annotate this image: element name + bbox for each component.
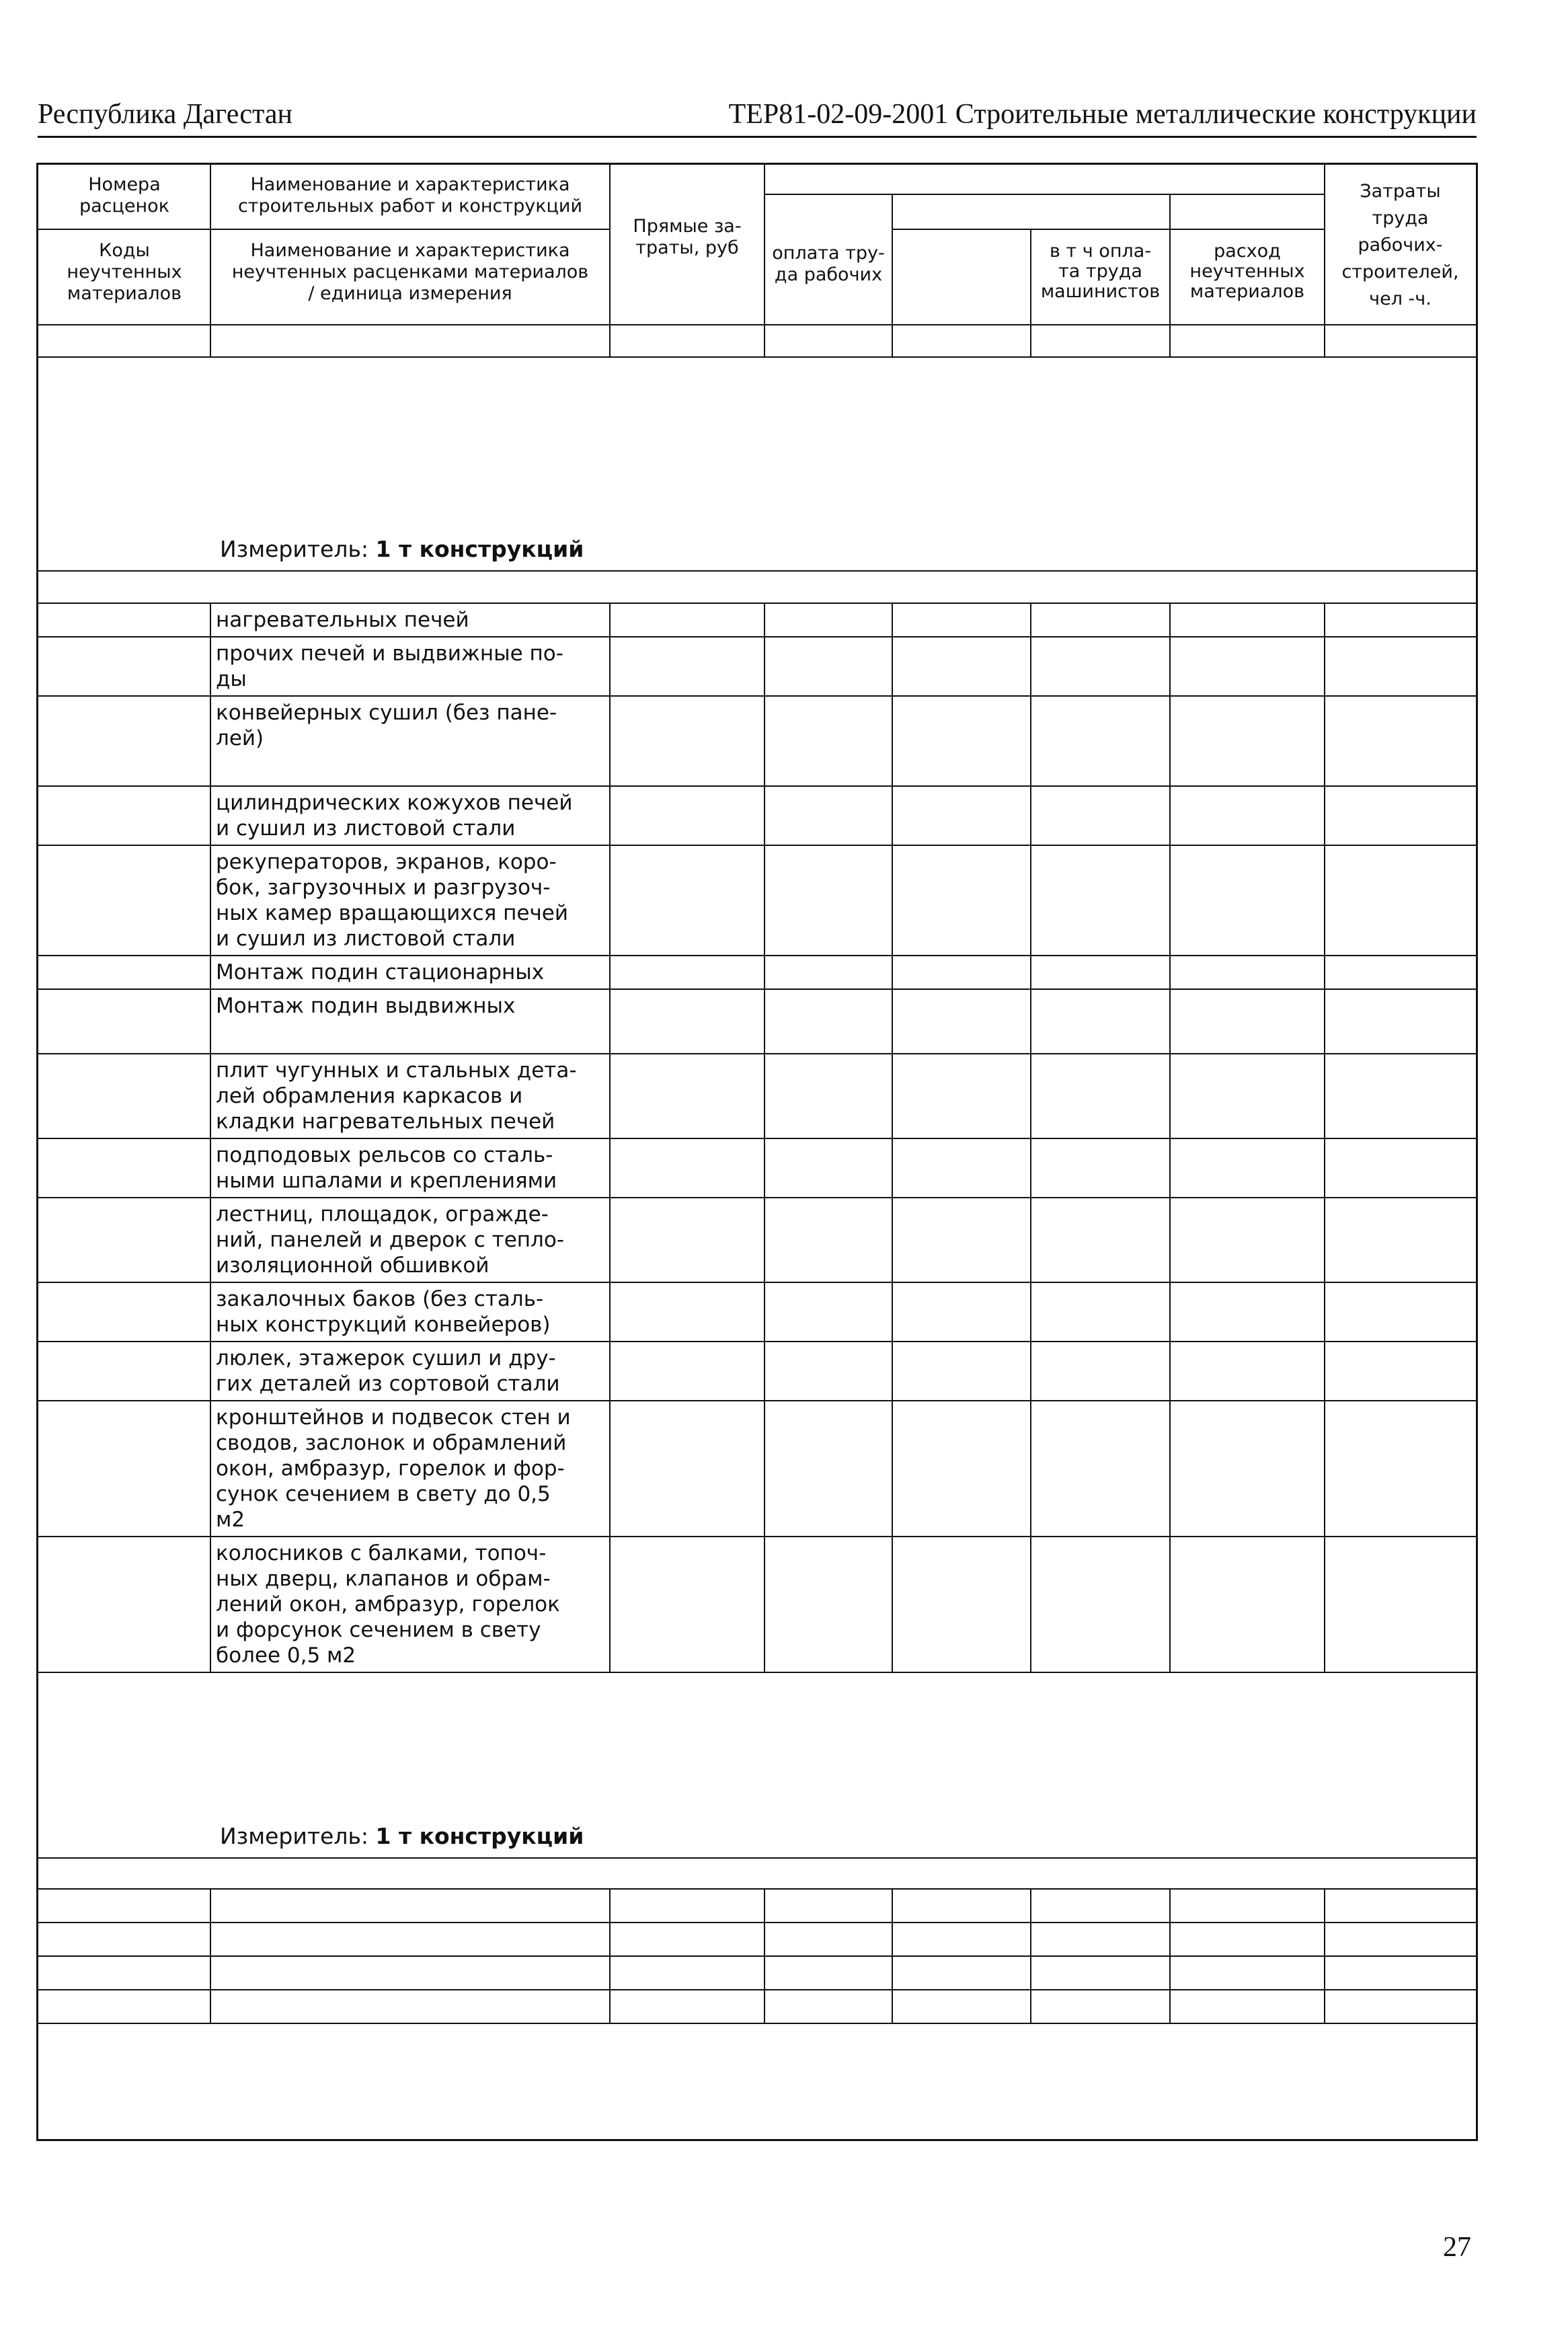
column-divider — [892, 603, 893, 1672]
region-name: Республика Дагестан — [38, 99, 293, 130]
col8-header-line: труда — [1372, 208, 1429, 229]
row-divider — [38, 1282, 1476, 1283]
work-description — [216, 1346, 606, 1397]
header-divider — [765, 194, 1325, 195]
work-description-line: рекуператоров, экранов, коро- — [216, 850, 557, 874]
work-description — [216, 607, 606, 633]
col1-header-top — [38, 174, 210, 217]
row-divider — [38, 1955, 1476, 1957]
row-divider — [38, 988, 1476, 990]
col7-header-line: неучтенных — [1189, 261, 1305, 282]
column-divider — [892, 1889, 893, 2023]
column-divider — [1030, 1889, 1031, 2023]
table-top-line — [38, 570, 1476, 572]
work-description-line: ных дверц, клапанов и обрам- — [216, 1567, 551, 1591]
work-description-line: кронштейнов и подвесок стен и — [216, 1405, 571, 1430]
work-description-line: ний, панелей и дверок с тепло- — [216, 1228, 565, 1252]
work-description-line: ных камер вращающихся печей — [216, 901, 569, 925]
work-description — [216, 1286, 606, 1337]
work-description-line: сводов, заслонок и обрамлений — [216, 1431, 567, 1455]
page-number: 27 — [1443, 2232, 1471, 2263]
col8-header — [1325, 178, 1476, 313]
col4-header-line: да рабочих — [774, 264, 883, 285]
row-divider — [38, 1536, 1476, 1537]
measure-label: Измеритель: — [220, 1823, 376, 1849]
work-description-line: изоляционной обшивкой — [216, 1253, 489, 1278]
col8-header-line: Затраты — [1360, 181, 1441, 202]
col8-header-line: рабочих- — [1358, 235, 1443, 256]
column-divider — [609, 1889, 611, 2023]
price-table — [36, 163, 1478, 2141]
work-description-line: лестниц, площадок, огражде- — [216, 1202, 549, 1227]
col2-header-bottom — [210, 240, 610, 305]
row-divider — [38, 1672, 1476, 1673]
work-description-line: Монтаж подин стационарных — [216, 960, 545, 984]
work-description — [216, 1058, 606, 1134]
header-divider — [210, 229, 610, 230]
col1-header-top-line: Номера — [88, 174, 161, 195]
col7-header-line: расход — [1214, 241, 1281, 262]
column-divider — [764, 1889, 765, 2023]
work-description-line: окон, амбразур, горелок и фор- — [216, 1457, 565, 1481]
col6-header — [1031, 241, 1170, 302]
measure-028 — [220, 1823, 584, 1849]
work-description — [216, 993, 606, 1019]
col3-header-line: Прямые за- — [633, 216, 742, 237]
work-description-line: прочих печей и выдвижные по- — [216, 642, 563, 666]
col3-header — [610, 216, 765, 259]
work-description-line: и сушил из листовой стали — [216, 927, 516, 951]
work-description — [216, 1541, 606, 1668]
col1-header-top-line: расценок — [79, 196, 169, 217]
col2-header-top-line: Наименование и характеристика — [250, 174, 570, 195]
col7-header-line: материалов — [1189, 281, 1305, 302]
row-divider — [38, 845, 1476, 846]
header-divider — [38, 229, 210, 230]
work-description — [216, 1202, 606, 1278]
col6-header-line: в т ч опла- — [1049, 241, 1152, 262]
row-divider — [38, 1888, 1476, 1890]
table-bottom-line — [38, 2023, 1476, 2024]
column-divider — [1169, 603, 1171, 1672]
col2-header-bottom-line: Наименование и характеристика — [250, 240, 570, 261]
row-divider — [38, 955, 1476, 956]
work-description-line: более 0,5 м2 — [216, 1643, 356, 1668]
row-divider — [38, 1341, 1476, 1342]
work-description — [216, 641, 606, 692]
col4-header — [765, 243, 892, 286]
work-description-line: ных конструкций конвейеров) — [216, 1313, 551, 1337]
column-divider — [1030, 603, 1031, 1672]
col7-header — [1170, 241, 1325, 302]
row-divider — [38, 1138, 1476, 1139]
col8-header-line: чел -ч. — [1369, 288, 1432, 309]
col2-header-top — [210, 174, 610, 217]
measure-label: Измеритель: — [220, 536, 376, 562]
row-divider — [38, 1989, 1476, 1990]
work-description-line: лей) — [216, 726, 264, 750]
col1-header-bottom-line: Коды — [99, 240, 150, 261]
work-description-line: нагревательных печей — [216, 608, 469, 632]
row-divider — [38, 636, 1476, 637]
col2-header-bottom-line: неучтенных расценками материалов — [231, 262, 589, 282]
work-description-line: подподовых рельсов со сталь- — [216, 1143, 553, 1167]
work-description-line: плит чугунных и стальных дета- — [216, 1058, 577, 1083]
measure-024 — [220, 536, 584, 562]
work-description-line: и сушил из листовой стали — [216, 816, 516, 841]
header-divider — [892, 229, 1325, 230]
work-description-line: Монтаж подин выдвижных — [216, 994, 516, 1018]
work-description-line: ными шпалами и креплениями — [216, 1169, 557, 1193]
work-description-line: гих деталей из сортовой стали — [216, 1372, 560, 1396]
col2-header-top-line: строительных работ и конструкций — [237, 196, 583, 217]
document-code: ТЕР81-02-09-2001 Строительные металлические конструкции — [728, 99, 1477, 130]
col6-header-line: машинистов — [1040, 281, 1161, 302]
row-divider — [38, 1400, 1476, 1401]
work-description-line: сунок сечением в свету до 0,5 — [216, 1482, 551, 1506]
work-description — [216, 1405, 606, 1532]
work-description-line: лей обрамления каркасов и — [216, 1084, 523, 1108]
column-divider — [210, 603, 211, 1672]
work-description-line: конвейерных сушил (без пане- — [216, 701, 557, 725]
work-description-line: м2 — [216, 1508, 245, 1532]
col6-header-line: та труда — [1058, 261, 1142, 282]
column-divider — [1324, 603, 1325, 1672]
page-header — [38, 97, 1477, 138]
work-description-line: закалочных баков (без сталь- — [216, 1287, 544, 1311]
work-description — [216, 700, 606, 751]
row-divider — [38, 695, 1476, 697]
work-description-line: цилиндрических кожухов печей — [216, 791, 573, 815]
work-description — [216, 1142, 606, 1194]
col3-header-line: траты, руб — [635, 237, 739, 258]
work-description — [216, 849, 606, 952]
col1-header-bottom-line: неучтенных — [67, 262, 182, 282]
row-divider — [38, 1922, 1476, 1923]
row-divider — [38, 785, 1476, 787]
work-description-line: и форсунок сечением в свету — [216, 1618, 541, 1642]
work-description-line: лений окон, амбразур, горелок — [216, 1592, 560, 1617]
work-description-line: кладки нагревательных печей — [216, 1110, 555, 1134]
measure-value: 1 т конструкций — [375, 1823, 584, 1849]
work-description — [216, 790, 606, 841]
header-divider — [38, 356, 1476, 358]
column-divider — [609, 603, 611, 1672]
measure-value: 1 т конструкций — [375, 536, 584, 562]
col4-header-line: оплата тру- — [772, 243, 885, 264]
work-description-line: ды — [216, 667, 247, 691]
header-divider — [38, 324, 1476, 325]
work-description-line: люлек, этажерок сушил и дру- — [216, 1346, 556, 1370]
row-divider — [38, 603, 1476, 604]
column-divider — [764, 603, 765, 1672]
row-divider — [38, 1053, 1476, 1054]
col1-header-bottom — [38, 240, 210, 305]
table-top-line — [38, 1857, 1476, 1859]
col1-header-bottom-line: материалов — [67, 283, 182, 304]
col8-header-line: строителей, — [1341, 262, 1459, 282]
col2-header-bottom-line: / единица измерения — [308, 283, 512, 304]
column-divider — [210, 1889, 211, 2023]
column-divider — [1169, 1889, 1171, 2023]
row-divider — [38, 1197, 1476, 1198]
column-divider — [1324, 1889, 1325, 2023]
work-description-line: бок, загрузочных и разгрузоч- — [216, 876, 551, 900]
work-description — [216, 960, 606, 985]
work-description-line: колосников с балками, топоч- — [216, 1541, 547, 1565]
